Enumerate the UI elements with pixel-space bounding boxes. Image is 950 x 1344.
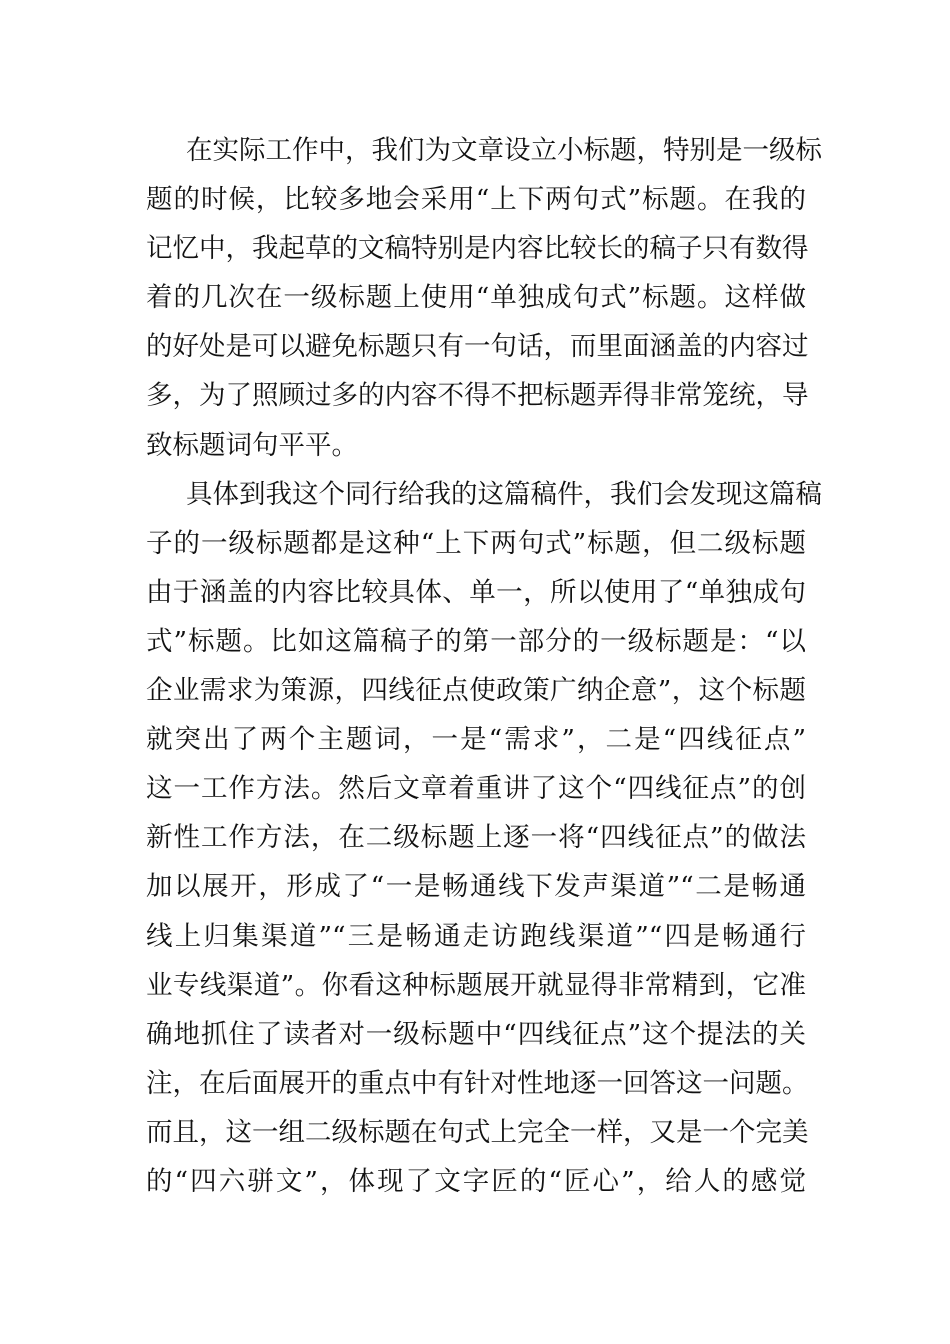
paragraph-line: 着的几次在一级标题上使用“单独成句式”标题。这样做 [146, 282, 806, 314]
paragraph-line: 致标题词句平平。 [146, 429, 358, 461]
paragraph-line: 企业需求为策源，四线征点使政策广纳企意”，这个标题 [146, 675, 806, 707]
paragraph-line: 确地抓住了读者对一级标题中“四线征点”这个提法的关 [146, 1018, 806, 1050]
paragraph-line: 式”标题。比如这篇稿子的第一部分的一级标题是：“以 [146, 625, 806, 657]
paragraph-line: 业专线渠道”。你看这种标题展开就显得非常精到，它准 [146, 969, 806, 1001]
body-text [146, 126, 822, 1206]
paragraph-line: 加以展开，形成了“一是畅通线下发声渠道”“二是畅通 [146, 871, 806, 903]
paragraph-1 [146, 126, 822, 470]
paragraph-line: 就突出了两个主题词，一是“需求”，二是“四线征点” [146, 724, 806, 756]
paragraph-line: 子的一级标题都是这种“上下两句式”标题，但二级标题 [146, 527, 806, 559]
paragraph-line: 多，为了照顾过多的内容不得不把标题弄得非常笼统，导 [146, 380, 809, 412]
paragraph-line: 题的时候，比较多地会采用“上下两句式”标题。在我的 [146, 184, 806, 216]
paragraph-line: 注，在后面展开的重点中有针对性地逐一回答这一问题。 [146, 1067, 809, 1099]
paragraph-line: 这一工作方法。然后文章着重讲了这个“四线征点”的创 [146, 773, 806, 805]
paragraph-line: 具体到我这个同行给我的这篇稿件，我们会发现这篇稿 [186, 478, 822, 510]
paragraph-line: 而且，这一组二级标题在句式上完全一样，又是一个完美 [146, 1116, 809, 1148]
paragraph-line: 的好处是可以避免标题只有一句话，而里面涵盖的内容过 [146, 331, 809, 363]
paragraph-line: 由于涵盖的内容比较具体、单一，所以使用了“单独成句 [146, 576, 806, 608]
paragraph-line: 新性工作方法，在二级标题上逐一将“四线征点”的做法 [146, 822, 806, 854]
paragraph-line: 在实际工作中，我们为文章设立小标题，特别是一级标 [186, 135, 822, 166]
paragraph-2 [146, 470, 822, 1206]
paragraph-line: 的“四六骈文”，体现了文字匠的“匠心”，给人的感觉 [146, 1165, 806, 1197]
paragraph-line: 线上归集渠道”“三是畅通走访跑线渠道”“四是畅通行 [146, 920, 806, 952]
paragraph-line: 记忆中，我起草的文稿特别是内容比较长的稿子只有数得 [146, 233, 809, 265]
